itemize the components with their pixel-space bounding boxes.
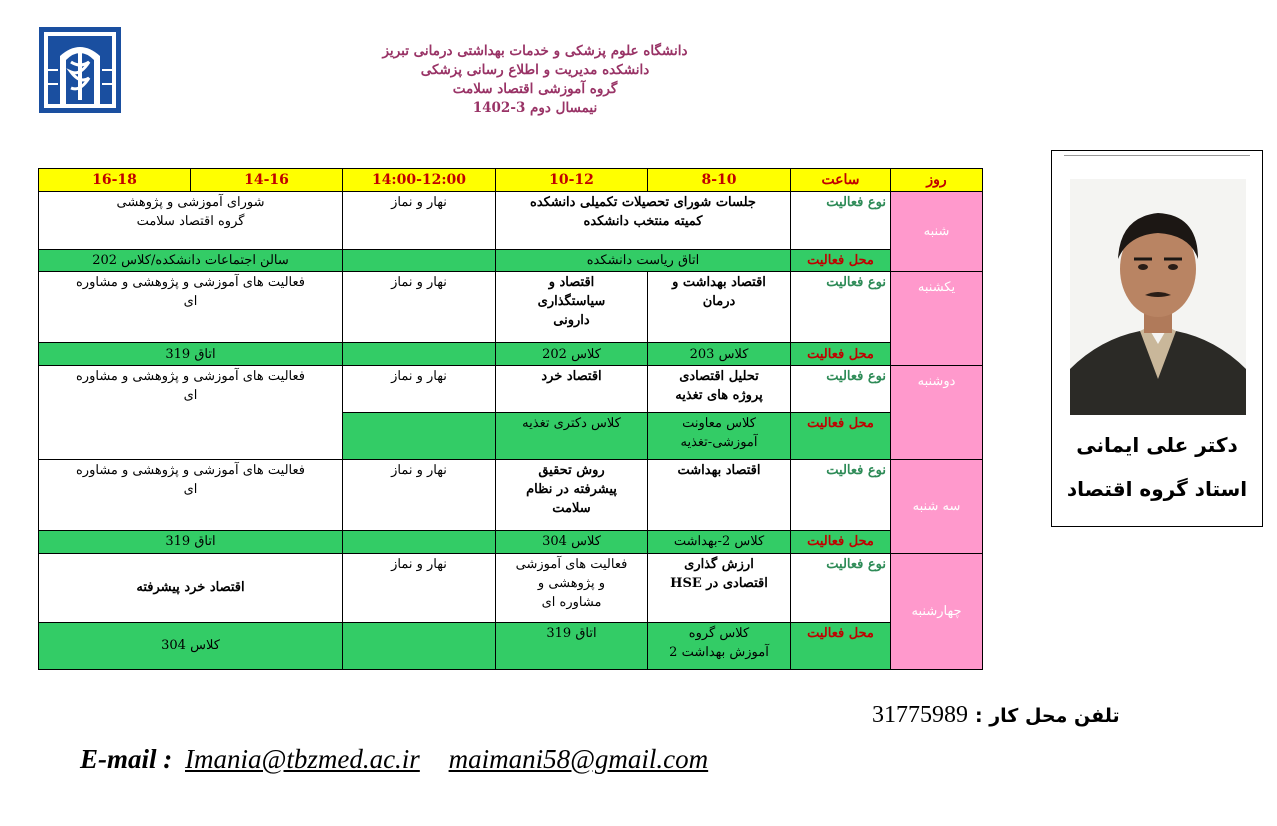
cell-activity: اقتصاد بهداشت xyxy=(648,459,791,530)
cell-place: کلاس 203 xyxy=(648,343,791,365)
table-row xyxy=(39,553,983,622)
phone-line xyxy=(872,702,1120,729)
email-link-secondary[interactable]: maimani58@gmail.com xyxy=(448,744,709,774)
cell-activity: روش تحقیق پیشرفته در نظام سلامت xyxy=(496,459,648,530)
header-14-16: 14-16 xyxy=(191,169,343,192)
document-header xyxy=(300,42,770,118)
activity-place-label: محل فعالیت xyxy=(791,249,891,271)
email-line xyxy=(80,744,708,775)
department-title: گروه آموزشی اقتصاد سلامت xyxy=(452,81,618,97)
table-row xyxy=(39,343,983,365)
cell-activity: نهار و نماز xyxy=(343,192,496,249)
cell-place: کلاس 304 xyxy=(496,531,648,553)
university-title: دانشگاه علوم پزشکی و خدمات بهداشتی درمانی تبریز xyxy=(382,43,688,59)
header-10-12: 10-12 xyxy=(496,169,648,192)
day-sunday: یکشنبه xyxy=(891,272,983,366)
university-logo xyxy=(38,26,122,114)
day-saturday: شنبه xyxy=(891,192,983,272)
phone-label: تلفن محل کار : xyxy=(975,705,1120,727)
cell-place: کلاس 304 xyxy=(39,622,343,669)
cell-place: کلاس 202 xyxy=(496,343,648,365)
cell-place xyxy=(343,412,496,459)
cell-activity: نهار و نماز xyxy=(343,459,496,530)
header-time: ساعت xyxy=(791,169,891,192)
activity-type-label: نوع فعالیت xyxy=(791,272,891,343)
cell-place xyxy=(343,622,496,669)
profile-name: دکتر علی ایمانی xyxy=(1076,433,1238,457)
cell-activity: اقتصاد و سیاستگذاری دارونی xyxy=(496,272,648,343)
cell-place: اتاق 319 xyxy=(39,531,343,553)
cell-place: سالن اجتماعات دانشکده/کلاس 202 xyxy=(39,249,343,271)
table-row xyxy=(39,249,983,271)
cell-activity: فعالیت های آموزشی و پژوهشی و مشاوره ای xyxy=(39,365,343,459)
cell-place: اتاق ریاست دانشکده xyxy=(496,249,791,271)
table-row xyxy=(39,531,983,553)
header-12-14: 14:00-12:00 xyxy=(343,169,496,192)
profile-card xyxy=(1051,150,1263,527)
profile-title: استاد گروه اقتصاد xyxy=(1066,477,1248,501)
cell-place: کلاس معاونت آموزشی-تغذیه xyxy=(648,412,791,459)
phone-number: 31775989 xyxy=(872,702,968,728)
cell-activity: اقتصاد خرد پیشرفته xyxy=(39,553,343,622)
header-8-10: 8-10 xyxy=(648,169,791,192)
table-row xyxy=(39,272,983,343)
day-tuesday: سه شنبه xyxy=(891,459,983,553)
table-row xyxy=(39,192,983,249)
cell-place xyxy=(343,249,496,271)
cell-place: کلاس گروه آموزش بهداشت 2 xyxy=(648,622,791,669)
cell-activity: اقتصاد بهداشت و درمان xyxy=(648,272,791,343)
profile-photo xyxy=(1070,179,1246,415)
cell-place xyxy=(343,531,496,553)
table-header-row xyxy=(39,169,983,192)
cell-activity: فعالیت های آموزشی و پژوهشی و مشاوره ای xyxy=(39,272,343,343)
activity-type-label: نوع فعالیت xyxy=(791,192,891,249)
activity-place-label: محل فعالیت xyxy=(791,412,891,459)
cell-place: کلاس 2-بهداشت xyxy=(648,531,791,553)
table-row xyxy=(39,459,983,530)
activity-type-label: نوع فعالیت xyxy=(791,365,891,412)
cell-activity: ارزش گذاری اقتصادی در HSE xyxy=(648,553,791,622)
day-monday: دوشنبه xyxy=(891,365,983,459)
cell-activity: اقتصاد خرد xyxy=(496,365,648,412)
cell-activity: فعالیت های آموزشی و پژوهشی و مشاوره ای xyxy=(39,459,343,530)
activity-place-label: محل فعالیت xyxy=(791,622,891,669)
activity-place-label: محل فعالیت xyxy=(791,531,891,553)
cell-place xyxy=(343,343,496,365)
email-label: E-mail : xyxy=(80,744,173,774)
divider xyxy=(1064,155,1250,156)
cell-place: اتاق 319 xyxy=(39,343,343,365)
activity-place-label: محل فعالیت xyxy=(791,343,891,365)
faculty-title: دانشکده مدیریت و اطلاع رسانی پزشکی xyxy=(420,62,650,78)
table-row xyxy=(39,622,983,669)
table-row xyxy=(39,365,983,412)
activity-type-label: نوع فعالیت xyxy=(791,459,891,530)
activity-type-label: نوع فعالیت xyxy=(791,553,891,622)
cell-activity: نهار و نماز xyxy=(343,553,496,622)
email-link-primary[interactable]: Imania@tbzmed.ac.ir xyxy=(185,744,420,774)
cell-activity: جلسات شورای تحصیلات تکمیلی دانشکده کمیته منتخب دانشکده xyxy=(496,192,791,249)
header-16-18: 16-18 xyxy=(39,169,191,192)
profile-text xyxy=(1052,423,1262,511)
header-day: روز xyxy=(891,169,983,192)
day-wednesday: چهارشنبه xyxy=(891,553,983,669)
cell-place: اتاق 319 xyxy=(496,622,648,669)
cell-activity: نهار و نماز xyxy=(343,365,496,412)
cell-place: کلاس دکتری تغذیه xyxy=(496,412,648,459)
cell-activity: نهار و نماز xyxy=(343,272,496,343)
cell-activity: تحلیل اقتصادی پروژه های تغذیه xyxy=(648,365,791,412)
cell-activity: فعالیت های آموزشی و پژوهشی و مشاوره ای xyxy=(496,553,648,622)
weekly-schedule-table xyxy=(38,168,983,670)
semester-title: نیمسال دوم 3-1402 xyxy=(472,100,598,116)
cell-activity: شورای آموزشی و پژوهشی گروه اقتصاد سلامت xyxy=(39,192,343,249)
